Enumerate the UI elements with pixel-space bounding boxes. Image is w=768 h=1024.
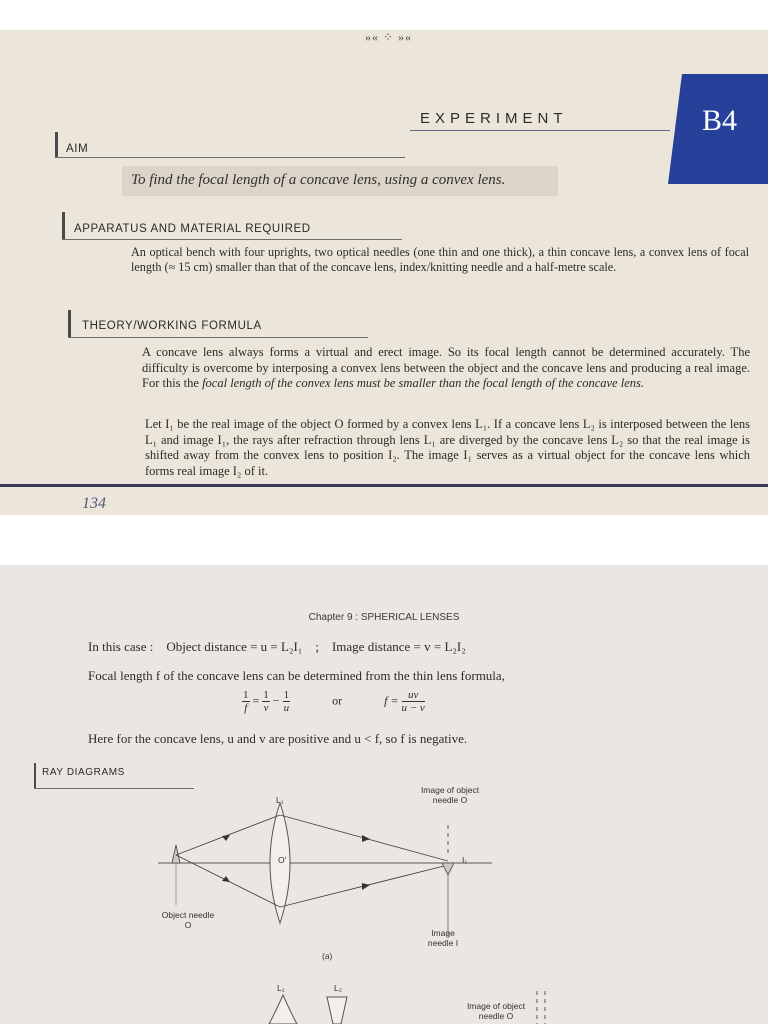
frac-1-over-f: $\frac{1}{f}$ [243, 689, 249, 714]
label-l1-b: L₁ [277, 983, 285, 993]
theory-title: THEORY/WORKING FORMULA [82, 320, 262, 332]
label-l2-b: L₂ [334, 983, 343, 993]
experiment-code: B4 [702, 104, 738, 137]
apparatus-bracket [62, 212, 65, 240]
image-needle [442, 863, 454, 875]
lens-formula [242, 689, 425, 714]
ray-1 [176, 815, 280, 855]
frac-uv-over-u-minus-v: $\frac{uv}{u - v}$ [401, 689, 425, 714]
formula-or: or [332, 693, 343, 708]
theory-bracket [68, 310, 71, 338]
case-separator: ; [315, 639, 319, 654]
theory-paragraph-1-italic: focal length of the convex lens must be smaller than the focal length of the concave lens. [202, 376, 644, 391]
aim-title: AIM [66, 143, 89, 155]
apparatus-title: APPARATUS AND MATERIAL REQUIRED [74, 223, 311, 235]
experiment-rule [410, 130, 670, 131]
label-object-needle: Object needle O [161, 910, 215, 930]
image-distance: Image distance = v = L₂I₂ [331, 639, 466, 654]
bottom-page [0, 565, 768, 1024]
aim-bracket [55, 132, 58, 158]
page-bottom-rule [0, 484, 768, 487]
focal-line: Focal length f of the concave lens can be determined from the thin lens formula, [88, 668, 505, 683]
note-line: Here for the concave lens, u and v are positive and u < f, so f is negative. [88, 731, 468, 746]
formula-f: f = [384, 693, 399, 708]
theory-rule [68, 337, 368, 338]
apparatus-text: An optical bench with four uprights, two optical needles (one thin and one thick), a thin concave lens, a convex lens of focal length (≈ 15 cm) smaller than that of the concave lens, index/knitting needle and a half-metre scale. [131, 245, 749, 275]
header-ornament: »« ⁘ »« [365, 30, 413, 44]
aim-text: To find the focal length of a concave lens, using a convex lens. [131, 172, 506, 188]
label-image-needle: Image needle I [427, 928, 459, 948]
chapter-header: Chapter 9 : SPHERICAL LENSES [308, 612, 460, 623]
theory-paragraph-1 [142, 345, 750, 392]
experiment-label: EXPERIMENT [420, 110, 568, 127]
case-line [88, 639, 466, 655]
label-i1: I₁ [462, 855, 468, 865]
label-o-prime: O' [278, 855, 287, 865]
image-dashed-b [534, 991, 548, 1024]
ray-diagrams-title: RAY DIAGRAMS [42, 767, 125, 778]
theory-paragraph-2: Let I₁ be the real image of the object O formed by a convex lens L₁. If a concave lens L₂ is interposed between the lens L₁ and image I₁, the rays after refraction through lens L₁ are diverged by the concave lens L₂ so that the real image is shifted away from the convex lens to position I₂. The image I₁ serves as a virtual object for the concave lens which forms real image I₂ of it. [145, 417, 750, 478]
formula-eq: = [252, 693, 260, 708]
object-distance: Object distance = u = L₂I₁ [166, 639, 303, 654]
ray-rule [34, 788, 194, 789]
ray-bracket [34, 763, 36, 789]
apparatus-rule [62, 239, 402, 240]
label-image-of-needle: Image of object needle O [420, 785, 480, 805]
label-caption-a: (a) [322, 951, 333, 961]
page-number: 134 [82, 495, 106, 512]
case-lead: In this case : [88, 639, 154, 654]
formula-minus: − [272, 693, 280, 708]
aim-rule [55, 157, 405, 158]
label-l1: L₁ [276, 795, 284, 805]
frac-1-over-u: $\frac{1}{u}$ [283, 689, 290, 714]
convex-lens-b [269, 995, 297, 1024]
frac-1-over-v: $\frac{1}{v}$ [263, 689, 269, 714]
label-image-of-needle-b: Image of object needle O [466, 1001, 526, 1021]
theory-paragraph-1-plain: A concave lens always forms a virtual and erect image. So its focal length cannot be determined accurately. The difficulty is overcome by interposing a convex lens between the object and the concave lens and producing a real image. For this the [142, 345, 750, 391]
concave-lens-b [327, 997, 347, 1024]
top-page [0, 30, 768, 515]
